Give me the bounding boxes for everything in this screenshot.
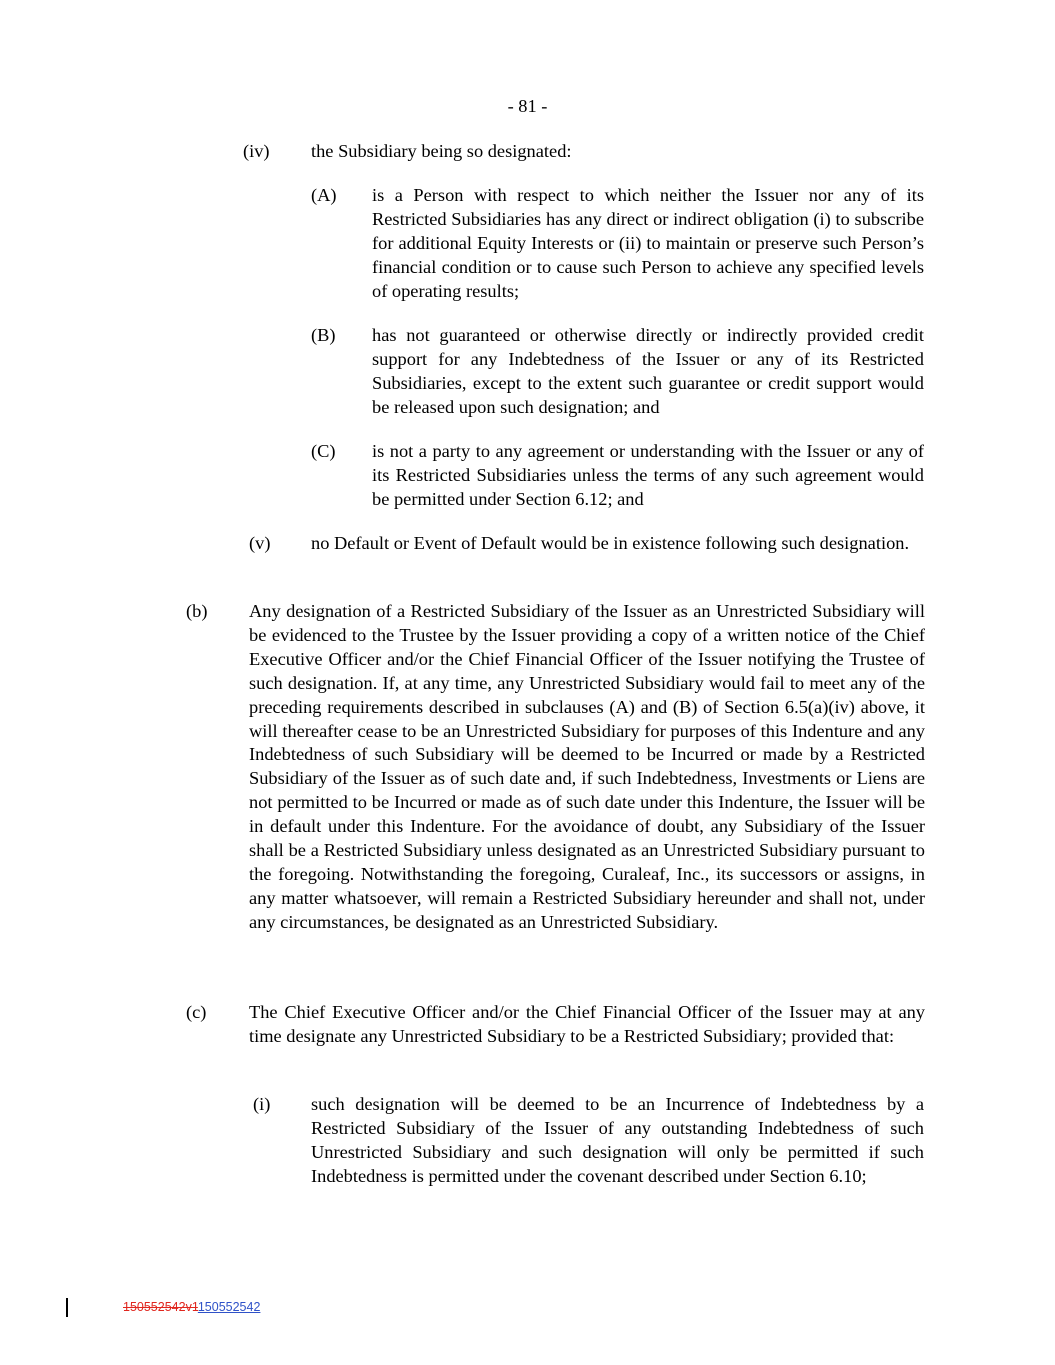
clause-text: Any designation of a Restricted Subsidiary of the Issuer as an Unrestricted Subsidiary will be evidenced to the Trustee by the Issuer providing a copy of a written notice of the Chief Executive Officer and/or the Chief Financial Officer of the Issuer notifying the Trustee of such designation. If, at any time, any Unrestricted Subsidiary would fail to meet any of the preceding requirements described in subclauses (A) and (B) of Section 6.5(a)(iv) above, it will thereafter cease to be an Unrestricted Subsidiary for purposes of this Indenture and any Indebtedness of such Subsidiary will be deemed to be Incurred or made by a Restricted Subsidiary of the Issuer as of such date and, if such Indebtedness, Investments or Liens are not permitted to be Incurred or made as of such date under this Indenture, the Issuer will be in default under this Indenture. For the avoidance of doubt, any Subsidiary of the Issuer shall be a Restricted Subsidiary unless designated as an Unrestricted Subsidiary pursuant to the foregoing. Notwithstanding the foregoing, Curaleaf, Inc., its successors or assigns, in any matter whatsoever, will remain a Restricted Subsidiary hereunder and shall not, under any circumstances, be designated as an Unrestricted Subsidiary.: [249, 601, 925, 932]
clause-text: has not guaranteed or otherwise directly or indirectly provided credit support for any Indebtedness of the Issuer or any of its Restricted Subsidiaries, except to the extent such guarantee or credit support would be released upon such designation; and: [372, 325, 924, 417]
document-id: [123, 1299, 260, 1315]
clause-text: no Default or Event of Default would be in existence following such designation.: [311, 533, 910, 553]
clause-text: is not a party to any agreement or understanding with the Issuer or any of its Restricted Subsidiaries unless the terms of any such agreement would be permitted under Section 6.12; and: [372, 441, 924, 509]
clause-label: (v): [249, 533, 271, 553]
clause-label: (B): [311, 325, 336, 345]
clause-label: (c): [186, 1002, 207, 1022]
inserted-doc-id: 150552542: [197, 1300, 261, 1314]
clause-label: (iv): [243, 141, 270, 161]
page-number: - 81 -: [507, 96, 548, 116]
clause-label: (A): [311, 185, 337, 205]
deleted-doc-id: 150552542v1: [123, 1300, 198, 1314]
clause-text: such designation will be deemed to be an Incurrence of Indebtedness by a Restricted Subsidiary of the Issuer of any outstanding Indebtedness of such Unrestricted Subsidiary and such designation will only be permitted if such Indebtedness is permitted under the covenant described under Section 6.10;: [311, 1094, 924, 1186]
change-bar: [66, 1298, 68, 1317]
clause-label: (i): [253, 1094, 271, 1114]
clause-text: the Subsidiary being so designated:: [311, 141, 572, 161]
clause-text: is a Person with respect to which neither the Issuer nor any of its Restricted Subsidiaries has any direct or indirect obligation (i) to subscribe for additional Equity Interests or (ii) to maintain or preserve such Person’s financial condition or to cause such Person to achieve any specified levels of operating results;: [372, 185, 924, 301]
clause-text: The Chief Executive Officer and/or the Chief Financial Officer of the Issuer may at any time designate any Unrestricted Subsidiary to be a Restricted Subsidiary; provided that:: [249, 1002, 925, 1046]
clause-label: (b): [186, 601, 208, 621]
clause-label: (C): [311, 441, 336, 461]
